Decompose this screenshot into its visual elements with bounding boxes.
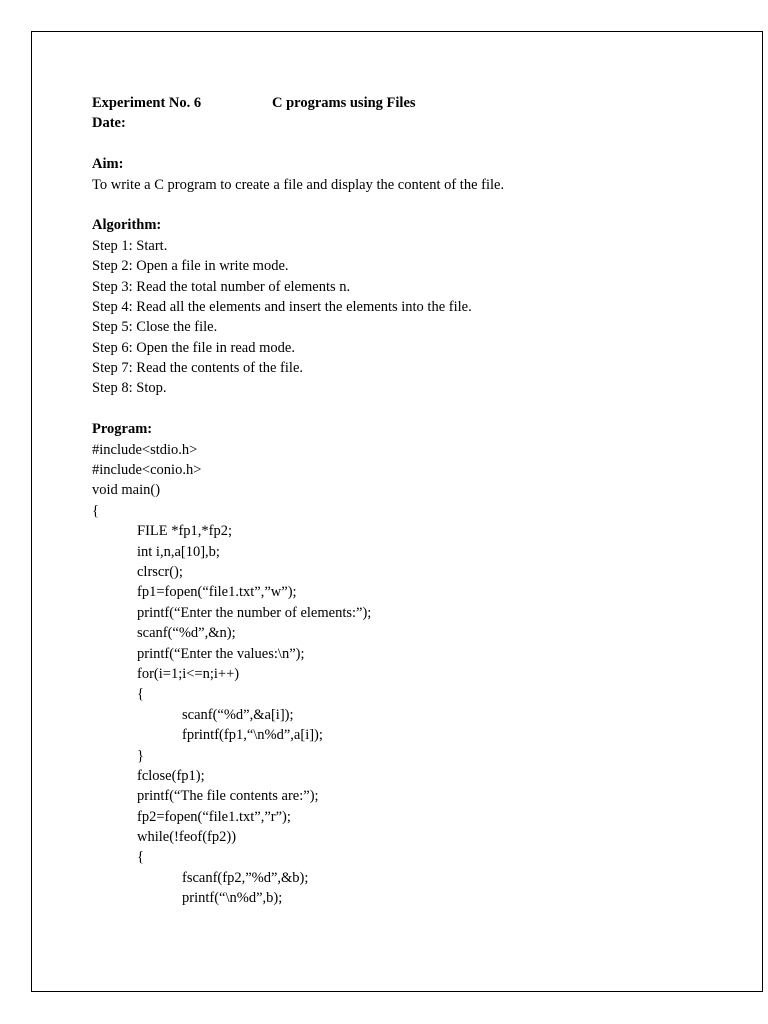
algorithm-step: Step 6: Open the file in read mode. bbox=[92, 339, 295, 356]
algorithm-step: Step 2: Open a file in write mode. bbox=[92, 258, 289, 275]
code-line: #include<stdio.h> bbox=[92, 441, 198, 458]
code-line: printf(“\n%d”,b); bbox=[182, 890, 283, 907]
header-line bbox=[92, 93, 732, 113]
code-line: fp1=fopen(“file1.txt”,”w”); bbox=[137, 584, 297, 601]
experiment-title: C programs using Files bbox=[272, 95, 416, 111]
code-line: printf(“The file contents are:”); bbox=[137, 788, 319, 805]
code-line: while(!feof(fp2)) bbox=[137, 829, 237, 846]
aim-heading: Aim: bbox=[92, 156, 124, 173]
algorithm-step: Step 8: Stop. bbox=[92, 380, 167, 397]
code-line: scanf(“%d”,&n); bbox=[137, 625, 236, 642]
code-line: for(i=1;i<=n;i++) bbox=[137, 665, 240, 682]
date-label: Date: bbox=[92, 115, 126, 132]
code-line: printf(“Enter the values:\n”); bbox=[137, 645, 305, 662]
algorithm-step: Step 7: Read the contents of the file. bbox=[92, 360, 304, 377]
experiment-number: Experiment No. 6 bbox=[92, 95, 202, 111]
code-line: } bbox=[137, 747, 144, 764]
code-line: #include<conio.h> bbox=[92, 462, 202, 479]
code-line: printf(“Enter the number of elements:”); bbox=[137, 604, 372, 621]
aim-text: To write a C program to create a file and display the content of the file. bbox=[92, 176, 505, 193]
code-line: clrscr(); bbox=[137, 563, 183, 580]
algorithm-step: Step 5: Close the file. bbox=[92, 319, 218, 336]
code-line: scanf(“%d”,&a[i]); bbox=[182, 706, 294, 723]
code-line: FILE *fp1,*fp2; bbox=[137, 523, 233, 540]
code-line: fp2=fopen(“file1.txt”,”r”); bbox=[137, 808, 291, 825]
algorithm-step: Step 1: Start. bbox=[92, 237, 168, 254]
document-body bbox=[92, 93, 732, 909]
code-line: fprintf(fp1,“\n%d”,a[i]); bbox=[182, 727, 323, 744]
algorithm-step: Step 3: Read the total number of elements n. bbox=[92, 278, 351, 295]
code-line: void main() bbox=[92, 482, 161, 499]
code-line: fclose(fp1); bbox=[137, 767, 205, 784]
code-line: { bbox=[137, 686, 144, 703]
code-line: { bbox=[92, 502, 99, 519]
code-line: fscanf(fp2,”%d”,&b); bbox=[182, 869, 309, 886]
code-line: int i,n,a[10],b; bbox=[137, 543, 220, 560]
algorithm-heading: Algorithm: bbox=[92, 217, 162, 234]
algorithm-step: Step 4: Read all the elements and insert the elements into the file. bbox=[92, 298, 472, 315]
code-line: { bbox=[137, 849, 144, 866]
program-heading: Program: bbox=[92, 421, 153, 438]
